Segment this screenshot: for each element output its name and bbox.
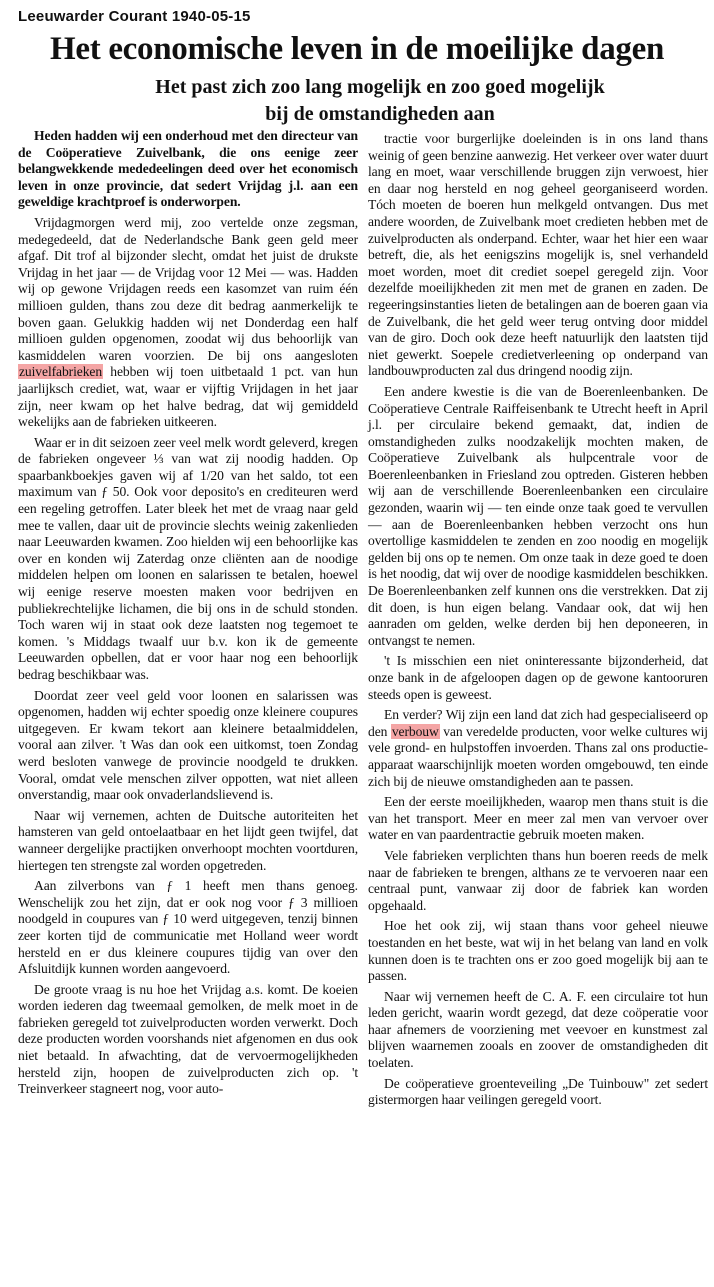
paragraph: Hoe het ook zij, wij staan thans voor geheel nieuwe toestanden en het beste, wat wij in het belang van land en volk kunnen doen is te trachten ons er zoo goed mogelijk bij aan te passen. (368, 918, 708, 984)
paragraph: Een andere kwestie is die van de Boerenleenbanken. De Coöperatieve Centrale Raiffeisenbank te Utrecht heeft in April j.l. per circulaire bekend gemaakt, dat, indien de omstandigheden zulks noodzakelijk mochten maken, de Coöperatieve Zuivelbank als hulpcentrale voor de Boerenleenbanken in Friesland zou optreden. Gisteren hebben wij aan de verschillende Boerenleenbanken een circulaire gezonden, waarin wij — ten einde onze taak goed te vervullen — aan de Boerenleenbanken hebben verzocht ons hun overtollige kasmiddelen te zenden en zoo noodig en mogelijk gelden bij ons op te nemen. Om onze taak in deze goed te doen is het noodig, dat wij over de noodige kasmiddelen beschikken. De Boerenleenbanken zelf kunnen ons die verstrekken. Dat zij dit doen, is hun eigen belang. Vandaar ook, dat wij hen aanraden om gelden, welke derden bij hen deponeeren, in ontvangst te nemen. (368, 383, 708, 648)
article-column-right (368, 128, 708, 1113)
paragraph-continued: tractie voor burgerlijke doeleinden is in ons land thans weinig of geen benzine aanwezig. Het verkeer over water duurt lang en moet, waar verschillende bruggen zijn verwoest, hier en daar nog hersteld en nog geheel georganiseerd worden. Tóch moeten de boeren hun melkgeld ontvangen. Dus met andere woorden, de Zuivelbank moet credieten hebben met de zuivelproducten als onderpand. Echter, waar het hier een waar betreft, die, als het eenigszins mogelijk is, snel verhandeld moet worden, moet dit crediet soepel geregeld zijn. Voor dezelfde moeilijkheden zit men met de granen en zaden. De regeeringsinstanties lieten de betalingen aan de boeren gaan via de Zuivelbank, die het geld weer terug ontving door middel van de giro. Doch ook deze heeft natuurlijk den laatsten tijd niet gewerkt. Soepele credietverleening op onderpand van landbouwproducten zal dus dringend noodig zijn. (368, 131, 708, 379)
paragraph: Een der eerste moeilijkheden, waarop men thans stuit is die van het transport. Meer en meer zal men van vervoer over water en van paardentractie gebruik moeten maken. (368, 794, 708, 843)
highlighted-term: zuivelfabrieken (19, 364, 103, 380)
paragraph: Naar wij vernemen, achten de Duitsche autoriteiten het hamsteren van geld ontoelaatbaar en het lijdt geen twijfel, dat wanneer dergelijke practijken onverhoopt mochten voortduren, hiertegen ten strengste zal worden opgetreden. (18, 807, 358, 873)
lead-paragraph: Heden hadden wij een onderhoud met den directeur van de Coöperatieve Zuivelbank, die ons eenige zeer belangwekkende mededeelingen deed over het economisch leven in onze provincie, dat sedert Vrijdag j.l. aan een geweldige krachtproef is onderworpen. (18, 128, 358, 210)
paragraph: De coöperatieve groenteveiling „De Tuinbouw" zet sedert gistermorgen haar veilingen geregeld voort. (368, 1075, 708, 1108)
article-headline: Het economische leven in de moeilijke dagen (49, 31, 665, 67)
newspaper-source-date: Leeuwarder Courant 1940-05-15 (18, 8, 251, 25)
paragraph: Vele fabrieken verplichten thans hun boeren reeds de melk naar de fabrieken te brengen, althans ze te vervoeren naar een centraal punt, vanwaar zij door de fabriek kan worden opgehaald. (368, 847, 708, 913)
paragraph: 't Is misschien een niet oninteressante bijzonderheid, dat onze bank in de afgeloopen dagen op de gewone kantooruren steeds open is geweest. (368, 653, 708, 702)
paragraph: De groote vraag is nu hoe het Vrijdag a.s. komt. De koeien worden iederen dag tweemaal gemolken, de melk moet in de fabrieken geregeld tot zuivelproducten worden verwerkt. Doch deze producten worden voorshands niet afgenomen en dus ook niet betaald. In afwachting, dat de vervoermogelijkheden hersteld zijn, hoopen de zuivelproducten zich op. 't Treinverkeer stagneert nog, voor auto- (18, 981, 358, 1097)
paragraph: Waar er in dit seizoen zeer veel melk wordt geleverd, kregen de fabrieken ongeveer ⅓ van wat zij noodig hadden. Op spaarbankboekjes gaven wij af 1/20 van het saldo, tot een maximum van ƒ 50. Ook voor deposito's en crediteuren werd een regeling getroffen. Later bleek het met de vraag naar geld mee te vallen, daar uit de provincie slechts weinig zakenlieden naar Leeuwarden kwamen. Zoo hielden wij een behoorlijke kas over en konden wij Zaterdag onze cliënten aan de noodige middelen helpen om loonen en salarissen te betalen, hoewel wij eenige reserve moesten maken voor bedrijven en publiekrechtelijke lichamen, die bij ons in de schuld stonden. Toch waren wij in staat ook deze laatsten nog tegemoet te komen. 's Middags twaalf uur b.v. kon ik de gemeente Leeuwarden opbellen, dat er voor haar nog een behoorlijk bedrag beschikbaar was. (18, 434, 358, 682)
subheadline-line-1: Het past zich zoo lang mogelijk en zoo goed mogelijk (155, 76, 605, 98)
highlighted-term: verbouw (391, 723, 439, 739)
article-column-left (18, 128, 358, 1102)
subheadline-line-2: bij de omstandigheden aan (265, 103, 495, 125)
paragraph-text: van veredelde producten, voor welke cultures wij vele grond- en hulpstoffen invoerden. Thans zal ons productie-apparaat waarschijnlijk moeten worden omgebouwd, ten einde zich bij de nieuwe omstandigheden aan te passen. (368, 723, 708, 789)
paragraph (368, 707, 708, 790)
paragraph-text: En verder? Wij zijn een land dat zich had gespecialiseerd op den (368, 707, 708, 739)
paragraph (18, 215, 358, 431)
paragraph-text: hebben wij toen uitbetaald 1 pct. van hun jaarlijksch crediet, wat, waar er vijftig Vrijdagen in het jaar zijn, neer kwam op het halve bedrag, dat wij gemiddeld wekelijks aan de fabrieken uitkeeren. (18, 364, 358, 430)
paragraph: Naar wij vernemen heeft de C. A. F. een circulaire tot hun leden gericht, waarin wordt gezegd, dat deze coöperatie voor haar afnemers de voorziening met veevoer en kunstmest zal blijven waarnemen zooals en zoover de omstandigheden dit toelaten. (368, 988, 708, 1071)
article-subheadline (60, 74, 700, 128)
paragraph: Aan zilverbons van ƒ 1 heeft men thans genoeg. Wenschelijk zou het zijn, dat er ook nog voor ƒ 3 millioen noodgeld in coupures van ƒ 10 werd uitgegeven, tenzij binnen zeer korten tijd de communicatie met Holland weer wordt hersteld en er dus kleinere coupures tijdig van over den Afsluitdijk kunnen worden aangevoerd. (18, 878, 358, 977)
paragraph: Doordat zeer veel geld voor loonen en salarissen was opgenomen, hadden wij echter spoedig onze kleinere coupures uitgegeven. Er kwam tekort aan kleinere betaalmiddelen, vooral aan zilver. 't Was dan ook een uitkomst, toen Zondag werd besloten vanwege de provincie noodgeld te drukken. Vooral, omdat vele menschen zilver oppotten, wat niet alleen onverstandig, maar ook onvaderlandslievend is. (18, 687, 358, 803)
paragraph-text: Vrijdagmorgen werd mij, zoo vertelde onze zegsman, medegedeeld, dat de Nederlandsche Bank geen geld meer afgaf. Dit trof al bijzonder slecht, omdat het juist de drukste Vrijdag in het jaar — de Vrijdag voor 12 Mei — was. Hadden wij op gewone Vrijdagen reeds een kasomzet van ruim één millioen gulden, thans zou deze dit bedrag aanmerkelijk te boven gaan. Gelukkig hadden wij net Donderdag een half millioen gulden opgenomen, zoodat wij dus behoorlijk van kasmiddelen waren voorzien. De bij ons aangesloten (18, 214, 358, 363)
